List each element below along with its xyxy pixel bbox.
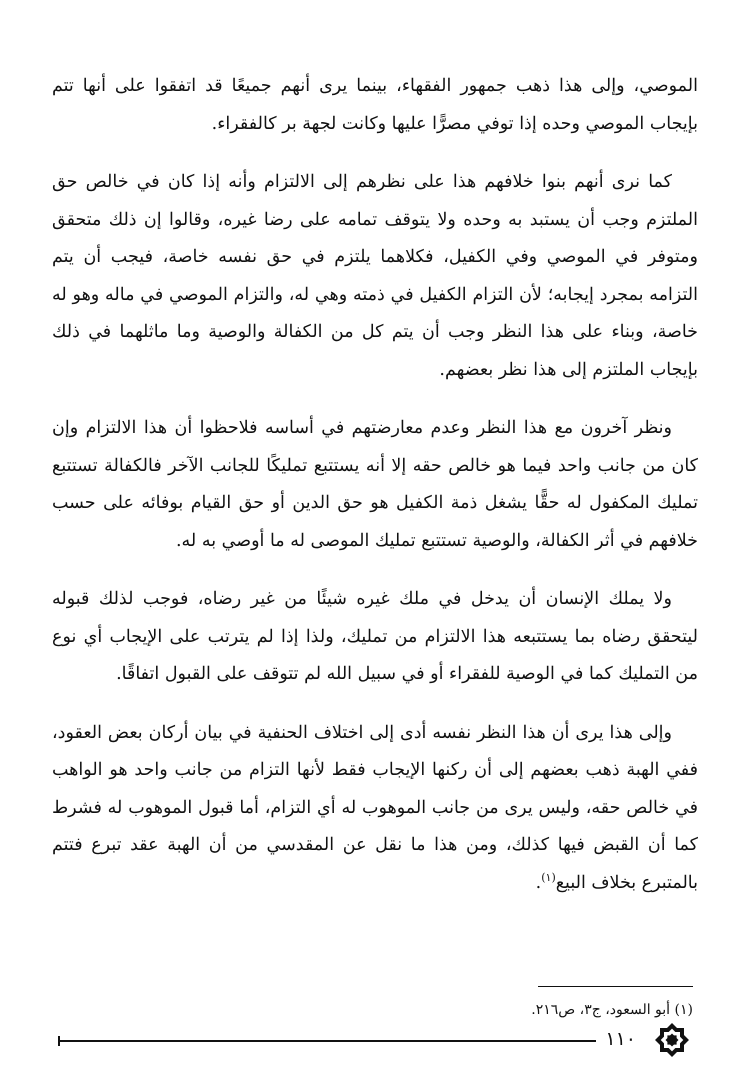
paragraph-4: ولا يملك الإنسان أن يدخل في ملك غيره شيئًا من غير رضاه، فوجب لذلك قبوله ليتحقق رضاه بما يستتبعه هذا الالتزام من تمليك، ولذا إذا لم يترتب على الإيجاب أي نوع من التمليك كما في الوصية للفقراء أو في سبيل الله لم تتوقف على القبول اتفاقًا. [52, 589, 698, 684]
paragraph-1: الموصي، وإلى هذا ذهب جمهور الفقهاء، بينما يرى أنهم جميعًا قد اتفقوا على أنها تتم بإيجاب الموصي وحده إذا توفي مصرًّا عليها وكانت لجهة بر كالفقراء. [52, 76, 698, 134]
footnote-reference: (١) [541, 870, 556, 884]
footnote: (١) أبو السعود، ج٣، ص٢١٦. [531, 1002, 693, 1018]
page-number: ١١٠ [605, 1028, 636, 1050]
paragraph-5-text: وإلى هذا يرى أن هذا النظر نفسه أدى إلى اختلاف الحنفية في بيان أركان بعض العقود، ففي الهبة ذهب بعضهم إلى أن ركنها الإيجاب فقط لأنها التزام من جانب واحد هو الواهب في خالص حقه، وليس يرى من جانب الموهوب له أي التزام، أما قبول الموهوب له فشرط كما أن القبض فيها كذلك، ومن هذا ما نقل عن المقدسي من أن الهبة عقد تبرع فتتم بالمتبرع بخلاف البيع [52, 722, 698, 893]
paragraph-5 [52, 715, 698, 903]
footnote-separator [538, 986, 693, 987]
paragraph-5-end: . [535, 872, 542, 893]
paragraph-3: ونظر آخرون مع هذا النظر وعدم معارضتهم في أساسه فلاحظوا أن هذا الالتزام وإن كان من جانب واحد فيما هو خالص حقه إلا أنه يستتبع تمليكًا للجانب الآخر فالكفالة تستتبع تمليك المكفول له حقًّا يشغل ذمة الكفيل هو حق الدين أو حق القيام بوفائه على حسب خلافهم في أثر الكفالة، والوصية تستتبع تمليك الموصى له ما أوصي به له. [52, 418, 698, 551]
folio-rule-end-cap [58, 1036, 60, 1046]
paragraph-2: كما نرى أنهم بنوا خلافهم هذا على نظرهم إلى الالتزام وأنه إذا كان في خالص حق الملتزم وجب أن يستبد به وحده ولا يتوقف تمامه على رضا غيره، وقالوا إن ذلك متحقق ومتوفر في الموصي وفي الكفيل، فكلاهما يلتزم في حق نفسه خاصة، فيجب أن يتم التزامه بمجرد إيجابه؛ لأن التزام الكفيل في ذمته وهي له، والتزام الموصي في ماله وهو له خاصة، وبناء على هذا النظر وجب أن يتم كل من الكفالة والوصية وما ماثلهما في ذلك بإيجاب الملتزم إلى هذا نظر بعضهم. [52, 172, 698, 380]
octagram-ornament-icon [654, 1022, 690, 1058]
folio-rule [60, 1040, 596, 1042]
main-text [52, 68, 698, 923]
